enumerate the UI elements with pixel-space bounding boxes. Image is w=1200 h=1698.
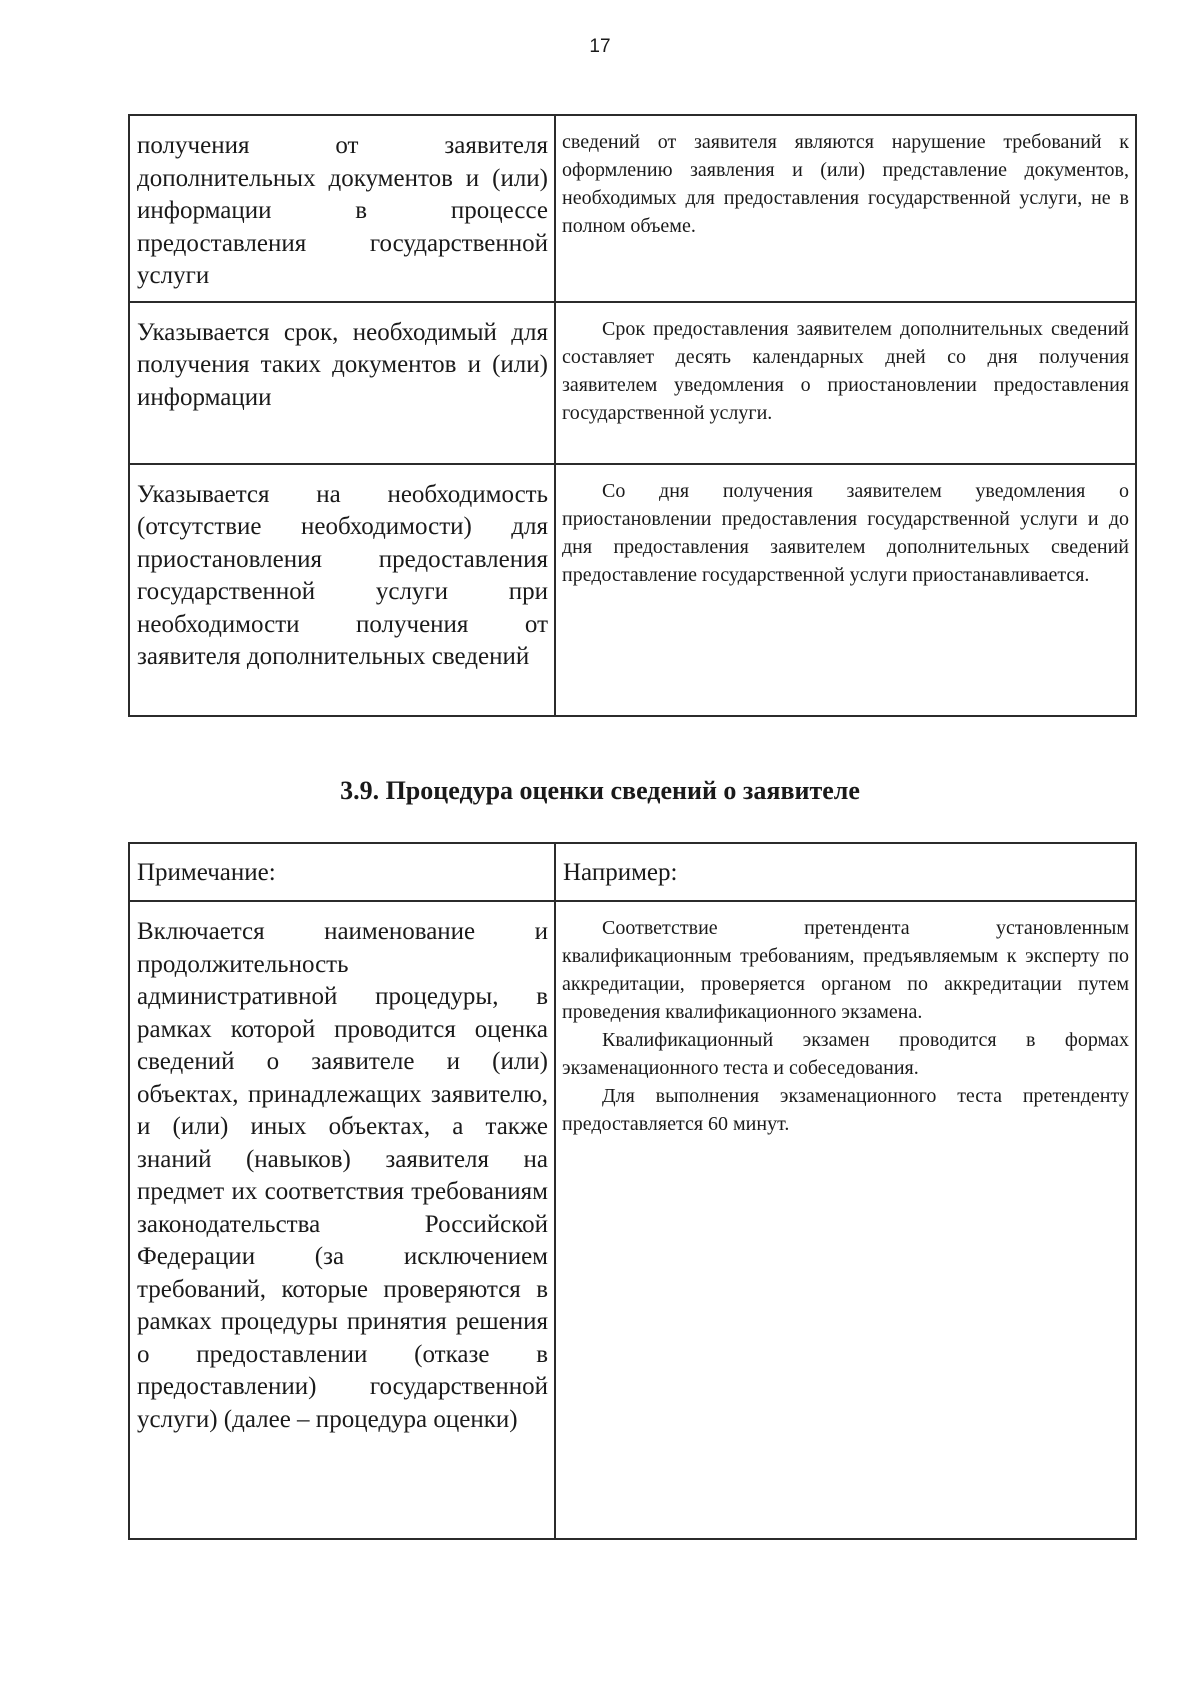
note-header: Примечание:: [137, 859, 276, 886]
table-cell-right: [555, 464, 1136, 716]
table-header-row: [129, 843, 1136, 901]
row-description: получения от заявителя дополнительных документов и (или) информации в процессе предоставления государственной услуги: [137, 132, 548, 289]
row-example: [556, 116, 1135, 246]
row-example: [556, 465, 1135, 595]
table-cell-right: [555, 302, 1136, 464]
table-cell-right: [555, 115, 1136, 302]
page-number: 17: [589, 36, 611, 57]
row-description: Указывается срок, необходимый для получения таких документов и (или) информации: [137, 318, 548, 411]
example-paragraph: сведений от заявителя являются нарушение требований к оформлению заявления и (или) представление документов, необходимых для предоставления государственной услуги, не в полном объеме.: [562, 131, 1129, 237]
example-header: Например:: [563, 859, 678, 886]
table-row: [129, 302, 1136, 464]
requirements-table: [128, 114, 1137, 717]
table-cell-left: [129, 464, 555, 716]
procedure-table: [128, 842, 1137, 1540]
table-header-cell-right: [555, 843, 1136, 901]
note-text: Включается наименование и продолжительность административной процедуры, в рамках которой проводится оценка сведений о заявителе и (или) объектах, принадлежащих заявителю, и (или) иных объектах, а также знаний (навыков) заявителя на предмет их соответствия требованиям законодательства Российской Федерации (за исключением требований, которые проверяются в рамках процедуры принятия решения о предоставлении (отказе в предоставлении) государственной услуги) (далее – процедура оценки): [137, 918, 548, 1433]
table-row: [129, 901, 1136, 1539]
example-paragraph: Со дня получения заявителем уведомления о приостановлении предоставления государственной услуги и до дня предоставления заявителем дополнительных сведений предоставление государственной услуги приостанавливается.: [562, 479, 1129, 586]
row-description: Указывается на необходимость (отсутствие необходимости) для приостановления предоставления государственной услуги при необходимости получения от заявителя дополнительных сведений: [137, 480, 548, 670]
table-row: [129, 115, 1136, 302]
example-paragraph: Для выполнения экзаменационного теста претенденту предоставляется 60 минут.: [562, 1085, 1129, 1135]
table-cell-left: [129, 115, 555, 302]
example-text: [556, 902, 1135, 1144]
table-header-cell-left: [129, 843, 555, 901]
table-cell-left: [129, 901, 555, 1539]
table-cell-right: [555, 901, 1136, 1539]
example-paragraph: Соответствие претендента установленным квалификационным требованиям, предъявляемым к эксперту по аккредитации, проверяется органом по аккредитации путем проведения квалификационного экзамена.: [562, 917, 1129, 1023]
table-row: [129, 464, 1136, 716]
row-example: [556, 303, 1135, 433]
section-heading: 3.9. Процедура оценки сведений о заявителе: [340, 776, 860, 805]
example-paragraph: Срок предоставления заявителем дополнительных сведений составляет десять календарных дней со дня получения заявителем уведомления о приостановлении предоставления государственной услуги.: [562, 317, 1129, 424]
table-cell-left: [129, 302, 555, 464]
example-paragraph: Квалификационный экзамен проводится в формах экзаменационного теста и собеседования.: [562, 1029, 1129, 1079]
